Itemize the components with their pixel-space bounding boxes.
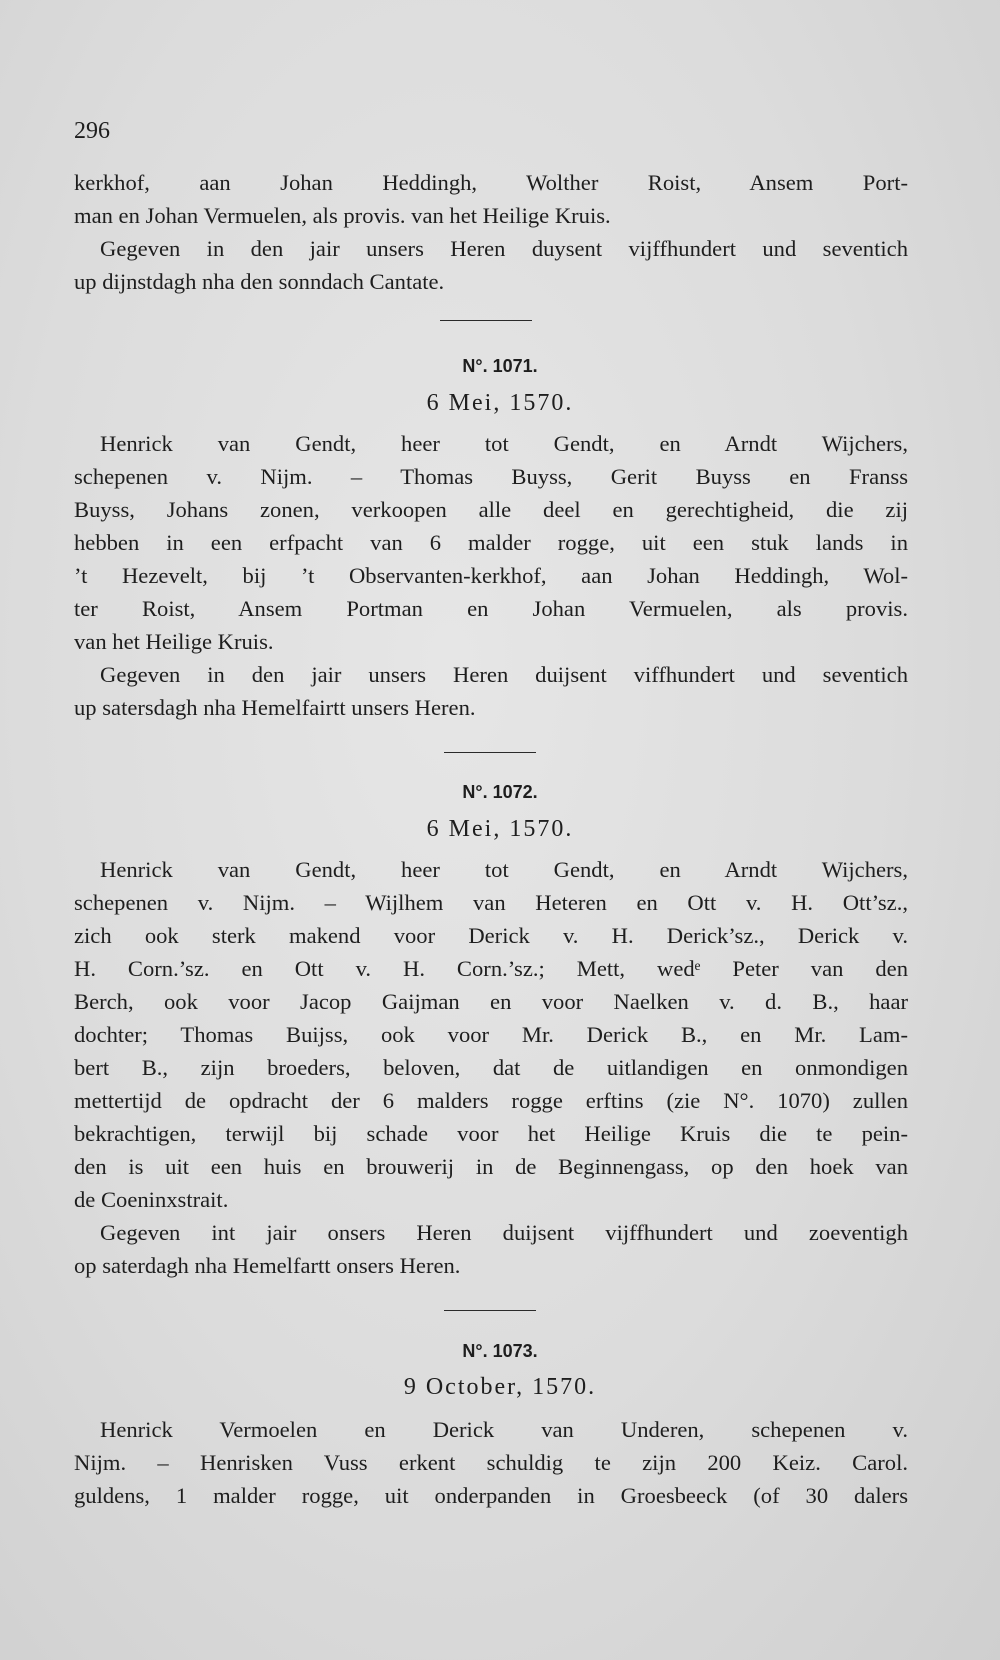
entry-date: 9 October, 1570.: [403, 1374, 597, 1400]
entry-number: N°. 1071.: [462, 356, 538, 376]
text-line: bekrachtigen, terwijl bij schade voor het Heilige Kruis die te pein-: [74, 1121, 908, 1146]
text-line: Henrick van Gendt, heer tot Gendt, en Arndt Wijchers,: [100, 857, 908, 882]
entry-number: N°. 1072.: [462, 782, 538, 802]
text-line: H. Corn.’sz. en Ott v. H. Corn.’sz.; Mett, wedᵉ Peter van den: [74, 956, 908, 981]
text-line: op saterdagh nha Hemelfartt onsers Heren.: [74, 1253, 461, 1278]
text-line: zich ook sterk makend voor Derick v. H. Derick’sz., Derick v.: [74, 923, 908, 948]
text-line: ’t Hezevelt, bij ’t Observanten-kerkhof, aan Johan Heddingh, Wol-: [74, 563, 908, 588]
section-divider: [444, 752, 536, 753]
text-line: schepenen v. Nijm. – Wijlhem van Heteren en Ott v. H. Ott’sz.,: [74, 890, 908, 915]
entry-date: 6 Mei, 1570.: [426, 816, 574, 842]
text-line: man en Johan Vermuelen, als provis. van het Heilige Kruis.: [74, 203, 611, 228]
text-line: schepenen v. Nijm. – Thomas Buyss, Gerit Buyss en Franss: [74, 464, 908, 489]
entry-number: N°. 1073.: [462, 1341, 538, 1361]
text-line: up satersdagh nha Hemelfairtt unsers Heren.: [74, 695, 476, 720]
intro-paragraph: [74, 166, 908, 298]
entry-date: 6 Mei, 1570.: [426, 390, 574, 416]
text-line: kerkhof, aan Johan Heddingh, Wolther Roist, Ansem Port-: [74, 170, 908, 195]
entry-1072-text: [74, 853, 908, 1282]
text-line: Henrick Vermoelen en Derick van Underen, schepenen v.: [100, 1417, 908, 1442]
text-line: bert B., zijn broeders, beloven, dat de uitlandigen en onmondigen: [74, 1055, 908, 1080]
text-line: up dijnstdagh nha den sonndach Cantate.: [74, 269, 445, 294]
section-divider: [444, 1310, 536, 1311]
text-line: ter Roist, Ansem Portman en Johan Vermuelen, als provis.: [74, 596, 908, 621]
text-line: de Coeninxstrait.: [74, 1187, 229, 1212]
text-line: hebben in een erfpacht van 6 malder rogge, uit een stuk lands in: [74, 530, 908, 555]
entry-1071-text: [74, 427, 908, 724]
text-line: guldens, 1 malder rogge, uit onderpanden in Groesbeeck (of 30 dalers: [74, 1483, 908, 1508]
text-line: Berch, ook voor Jacop Gaijman en voor Naelken v. d. B., haar: [74, 989, 908, 1014]
page-number: 296: [74, 118, 110, 144]
text-line: den is uit een huis en brouwerij in de Beginnengass, op den hoek van: [74, 1154, 908, 1179]
text-line: Nijm. – Henrisken Vuss erkent schuldig te zijn 200 Keiz. Carol.: [74, 1450, 908, 1475]
text-line: mettertijd de opdracht der 6 malders rogge erftins (zie N°. 1070) zullen: [74, 1088, 908, 1113]
text-line: Buyss, Johans zonen, verkoopen alle deel en gerechtigheid, die zij: [74, 497, 908, 522]
text-line: Gegeven in den jair unsers Heren duijsent viffhundert und seventich: [100, 662, 908, 687]
text-line: Gegeven int jair onsers Heren duijsent vijffhundert und zoeventigh: [100, 1220, 908, 1245]
entry-1073-text: [74, 1413, 908, 1512]
text-line: Henrick van Gendt, heer tot Gendt, en Arndt Wijchers,: [100, 431, 908, 456]
text-line: van het Heilige Kruis.: [74, 629, 274, 654]
text-line: Gegeven in den jair unsers Heren duysent vijffhundert und seventich: [100, 236, 908, 261]
text-line: dochter; Thomas Buijss, ook voor Mr. Derick B., en Mr. Lam-: [74, 1022, 908, 1047]
section-divider: [440, 320, 532, 321]
